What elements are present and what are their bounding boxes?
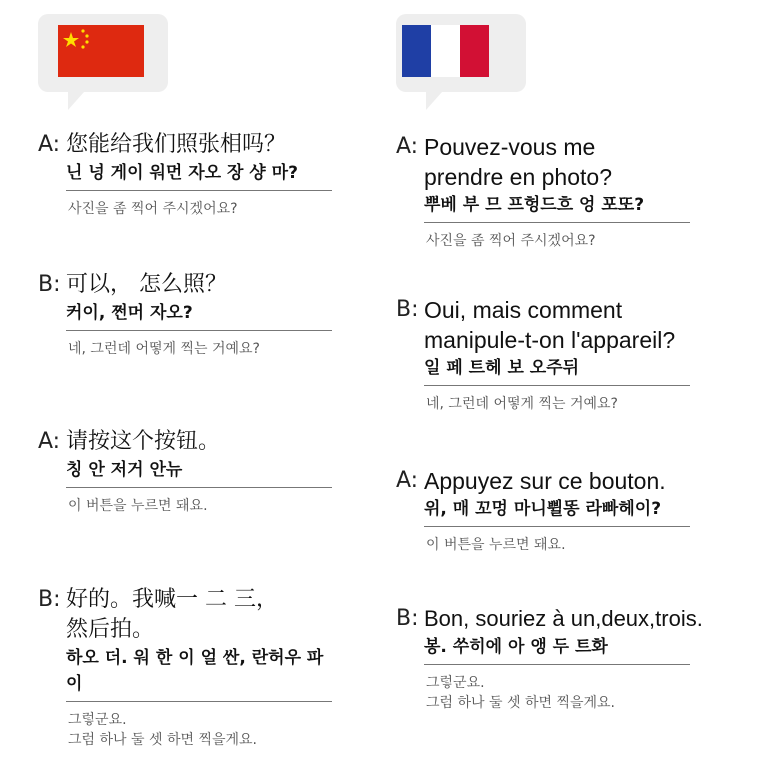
pronunciation-text: 하오 더. 워 한 이 얼 싼, 란허우 파이 (66, 648, 324, 694)
chinese-text: 好的。我喊一 二 三， 然后拍。 (66, 587, 278, 642)
divider (66, 487, 332, 488)
french-column (396, 0, 726, 711)
pronunciation-text: 뿌베 부 므 프헝드흐 엉 포또? (424, 195, 645, 215)
pronunciation-text: 봉. 쑤히에 아 앵 두 트화 (424, 637, 608, 657)
translation-text: 네, 그런데 어떻게 찍는 거예요? (68, 341, 260, 357)
divider (66, 190, 332, 191)
french-text: Bon, souriez à un,deux,trois. (424, 606, 703, 631)
divider (66, 330, 332, 331)
pronunciation-text: 닌 넝 게이 워먼 자오 장 샹 마? (66, 163, 298, 183)
france-flag-icon (402, 25, 489, 77)
chinese-text: 可以， 怎么照？ (66, 272, 227, 297)
dialogue-entry (38, 130, 338, 219)
dialogue-entry (38, 585, 338, 750)
translation-text: 사진을 좀 찍어 주시겠어요? (426, 233, 596, 249)
translation-text: 이 버튼을 누르면 돼요. (426, 537, 566, 553)
speaker-label: B: (396, 606, 419, 631)
chinese-text: 您能给我们照张相吗？ (66, 132, 287, 157)
divider (424, 222, 690, 223)
pronunciation-text: 위, 매 꼬멍 마니쀨똥 라빠헤이? (424, 499, 662, 519)
pronunciation-text: 칭 안 저거 안뉴 (66, 460, 183, 480)
dialogue-entry (38, 427, 338, 516)
chinese-column (38, 0, 368, 748)
translation-text: 사진을 좀 찍어 주시겠어요? (68, 201, 238, 217)
dialogue-entry (396, 466, 736, 555)
speech-bubble-france (396, 14, 526, 124)
speaker-label: B: (396, 297, 419, 322)
translation-text: 네, 그런데 어떻게 찍는 거예요? (426, 396, 618, 412)
dialogue-entry (396, 132, 736, 251)
speech-bubble-china (38, 14, 168, 124)
divider (424, 526, 690, 527)
speaker-label: A: (38, 132, 61, 157)
speaker-label: B: (38, 587, 61, 612)
pronunciation-text: 커이, 쩐머 자오? (66, 303, 193, 323)
chinese-text: 请按这个按钮。 (66, 429, 221, 454)
speech-bubble-shape (396, 14, 526, 126)
french-text: Oui, mais comment manipule-t-on l'appareil? (424, 297, 676, 353)
translation-text: 그렇군요. 그럼 하나 둘 셋 하면 찍을게요. (68, 712, 257, 748)
dialogue-entry (38, 270, 338, 359)
speaker-label: A: (38, 429, 61, 454)
speaker-label: B: (38, 272, 61, 297)
translation-text: 이 버튼을 누르면 돼요. (68, 498, 208, 514)
china-flag-icon (58, 25, 144, 77)
pronunciation-text: 일 페 트헤 보 오주뒤 (424, 358, 580, 378)
french-text: Appuyez sur ce bouton. (424, 468, 666, 494)
speaker-label: A: (396, 468, 419, 493)
dialogue-entry (396, 604, 741, 713)
translation-text: 그렇군요. 그럼 하나 둘 셋 하면 찍을게요. (426, 675, 615, 711)
speaker-label: A: (396, 134, 419, 159)
dialogue-entry (396, 295, 736, 414)
divider (66, 701, 332, 702)
divider (424, 664, 690, 665)
speech-bubble-shape (38, 14, 168, 126)
divider (424, 385, 690, 386)
french-text: Pouvez-vous me prendre en photo? (424, 134, 612, 190)
